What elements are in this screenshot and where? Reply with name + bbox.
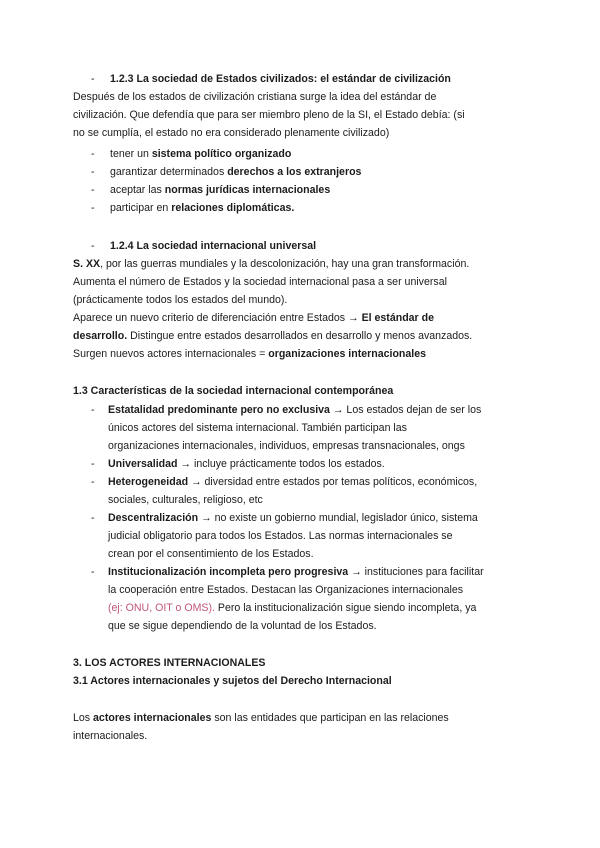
list-item-continuation: la cooperación entre Estados. Destacan las Organizaciones internacionales: [108, 584, 464, 596]
section-heading-3-1: 3.1 Actores internacionales y sujetos del Derecho Internacional: [73, 675, 392, 687]
bullet-dash: -: [91, 148, 95, 160]
list-item-continuation: organizaciones internacionales, individuos, empresas transnacionales, ongs: [108, 440, 465, 452]
bullet-dash: -: [91, 202, 95, 214]
list-item: Estatalidad predominante pero no exclusiva → Los estados dejan de ser los: [108, 404, 482, 416]
list-item-continuation: sociales, culturales, religioso, etc: [108, 494, 263, 506]
list-item: Universalidad → incluye prácticamente todos los estados.: [108, 458, 385, 470]
list-item-continuation: que se sigue dependiendo de la voluntad de los Estados.: [108, 620, 377, 632]
paragraph-line: Los actores internacionales son las entidades que participan en las relaciones: [73, 712, 449, 724]
bullet-dash: -: [91, 566, 95, 578]
list-item: aceptar las normas jurídicas internacionales: [110, 184, 331, 196]
bullet-dash: -: [91, 73, 95, 85]
paragraph-line: Surgen nuevos actores internacionales = organizaciones internacionales: [73, 348, 427, 360]
paragraph-line: Aparece un nuevo criterio de diferenciación entre Estados → El estándar de: [73, 312, 434, 324]
paragraph-line: civilización. Que defendía que para ser miembro pleno de la SI, el Estado debía: (si: [73, 109, 465, 121]
bullet-dash: -: [91, 166, 95, 178]
list-item-continuation: únicos actores del sistema internacional. También participan las: [108, 422, 407, 434]
paragraph-line: desarrollo. Distingue entre estados desarrollados en desarrollo y menos avanzados.: [73, 330, 473, 342]
paragraph-line: no se cumplía, el estado no era considerado plenamente civilizado): [73, 127, 390, 139]
list-item: participar en relaciones diplomáticas.: [110, 202, 295, 214]
paragraph-line: Después de los estados de civilización cristiana surge la idea del estándar de: [73, 91, 437, 103]
section-heading-1-2-3: 1.2.3 La sociedad de Estados civilizados: el estándar de civilización: [110, 73, 451, 85]
paragraph-line: Aumenta el número de Estados y la sociedad internacional pasa a ser universal: [73, 276, 447, 288]
section-heading-1-3: 1.3 Características de la sociedad internacional contemporánea: [73, 385, 394, 397]
highlighted-examples: (ej: ONU, OIT o OMS).: [108, 602, 215, 614]
paragraph-line: internacionales.: [73, 730, 148, 742]
bullet-dash: -: [91, 458, 95, 470]
bullet-dash: -: [91, 184, 95, 196]
paragraph-line: (prácticamente todos los estados del mundo).: [73, 294, 288, 306]
section-heading-1-2-4: 1.2.4 La sociedad internacional universal: [110, 240, 317, 252]
bullet-dash: -: [91, 476, 95, 488]
bullet-dash: -: [91, 404, 95, 416]
list-item: Heterogeneidad → diversidad entre estados por temas políticos, económicos,: [108, 476, 478, 488]
list-item: tener un sistema político organizado: [110, 148, 292, 160]
list-item-continuation: (ej: ONU, OIT o OMS). Pero la institucionalización sigue siendo incompleta, ya: [108, 602, 477, 614]
list-item-continuation: judicial obligatorio para todos los Estados. Las normas internacionales se: [108, 530, 453, 542]
chapter-heading-3: 3. LOS ACTORES INTERNACIONALES: [73, 657, 266, 669]
list-item: Institucionalización incompleta pero progresiva → instituciones para facilitar: [108, 566, 484, 578]
bullet-dash: -: [91, 512, 95, 524]
paragraph-line: S. XX, por las guerras mundiales y la descolonización, hay una gran transformación.: [73, 258, 470, 270]
list-item-continuation: crean por el consentimiento de los Estados.: [108, 548, 314, 560]
bullet-dash: -: [91, 240, 95, 252]
list-item: Descentralización → no existe un gobierno mundial, legislador único, sistema: [108, 512, 478, 524]
list-item: garantizar determinados derechos a los extranjeros: [110, 166, 362, 178]
